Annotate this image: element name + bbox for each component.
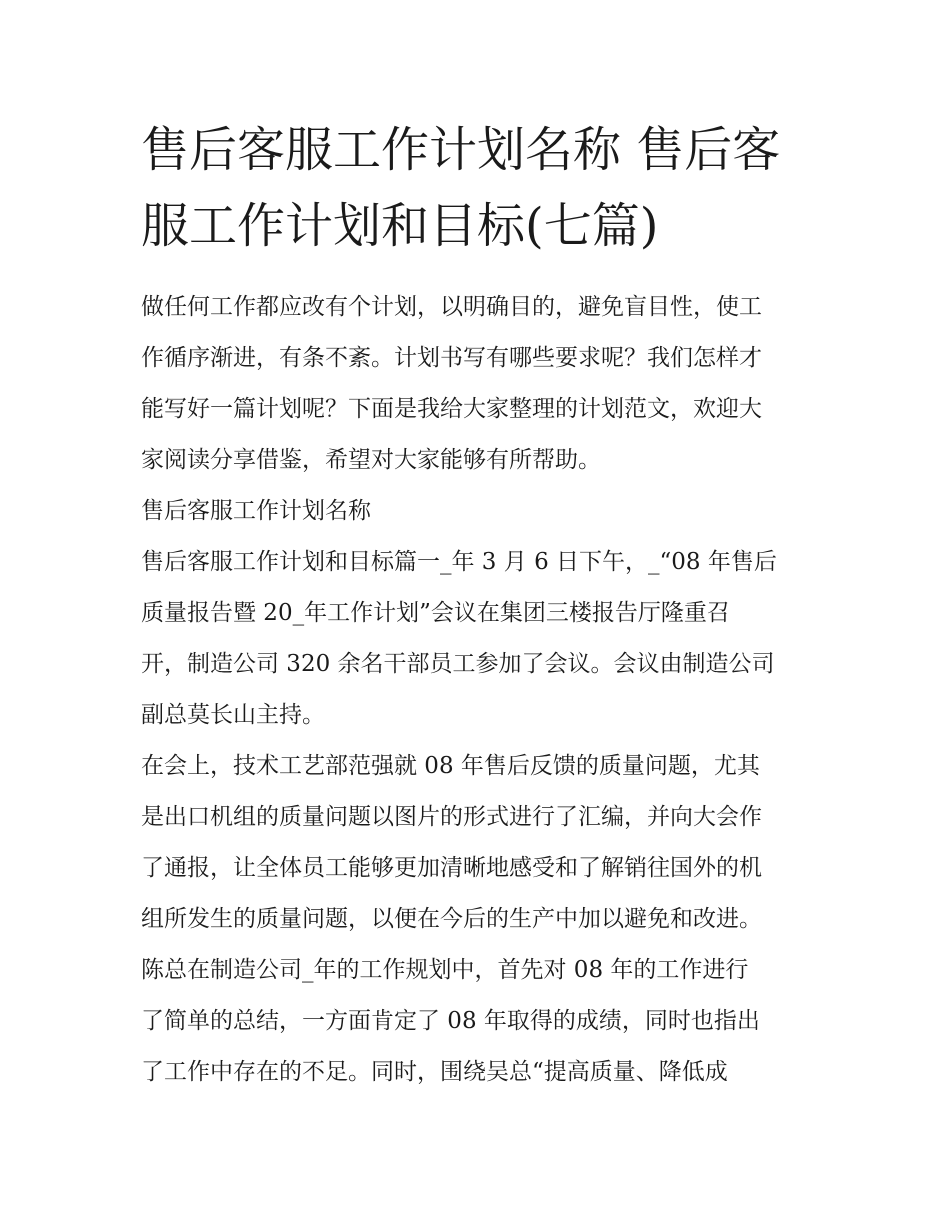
text-line: 了通报，让全体员工能够更加清晰地感受和了解销往国外的机 xyxy=(141,855,762,881)
title-line: 服工作计划和目标(七篇) xyxy=(141,198,659,254)
paragraph-part-one xyxy=(141,537,821,741)
text-line: 了简单的总结，一方面肯定了 08 年取得的成绩，同时也指出 xyxy=(141,1008,760,1034)
text-line: 质量报告暨 20_年工作计划”会议在集团三楼报告厅隆重召 xyxy=(141,600,730,626)
text-line: 了工作中存在的不足。同时，围绕吴总“提高质量、降低成 xyxy=(141,1059,728,1085)
text-line: 副总莫长山主持。 xyxy=(141,702,325,728)
text-line: 在会上，技术工艺部范强就 08 年售后反馈的质量问题，尤其 xyxy=(141,753,760,779)
paragraph-intro xyxy=(141,282,821,486)
document-title xyxy=(141,112,821,264)
text-line: 能写好一篇计划呢？下面是我给大家整理的计划范文，欢迎大 xyxy=(141,396,762,422)
text-line: 作循序渐进，有条不紊。计划书写有哪些要求呢？我们怎样才 xyxy=(141,345,762,371)
document-body xyxy=(141,282,821,1098)
text-line: 组所发生的质量问题，以便在今后的生产中加以避免和改进。 xyxy=(141,906,762,932)
paragraph-plan xyxy=(141,945,821,1098)
paragraph-meeting xyxy=(141,741,821,945)
text-line: 售后客服工作计划名称 xyxy=(141,498,371,524)
text-line: 陈总在制造公司_年的工作规划中，首先对 08 年的工作进行 xyxy=(141,957,749,983)
text-line: 是出口机组的质量问题以图片的形式进行了汇编，并向大会作 xyxy=(141,804,762,830)
title-line: 售后客服工作计划名称 售后客 xyxy=(141,122,781,178)
text-line: 售后客服工作计划和目标篇一_年 3 月 6 日下午，_“08 年售后 xyxy=(141,549,777,575)
section-heading xyxy=(141,486,821,537)
text-line: 做任何工作都应改有个计划，以明确目的，避免盲目性，使工 xyxy=(141,294,762,320)
text-line: 开，制造公司 320 余名干部员工参加了会议。会议由制造公司 xyxy=(141,651,775,677)
text-line: 家阅读分享借鉴，希望对大家能够有所帮助。 xyxy=(141,447,601,473)
